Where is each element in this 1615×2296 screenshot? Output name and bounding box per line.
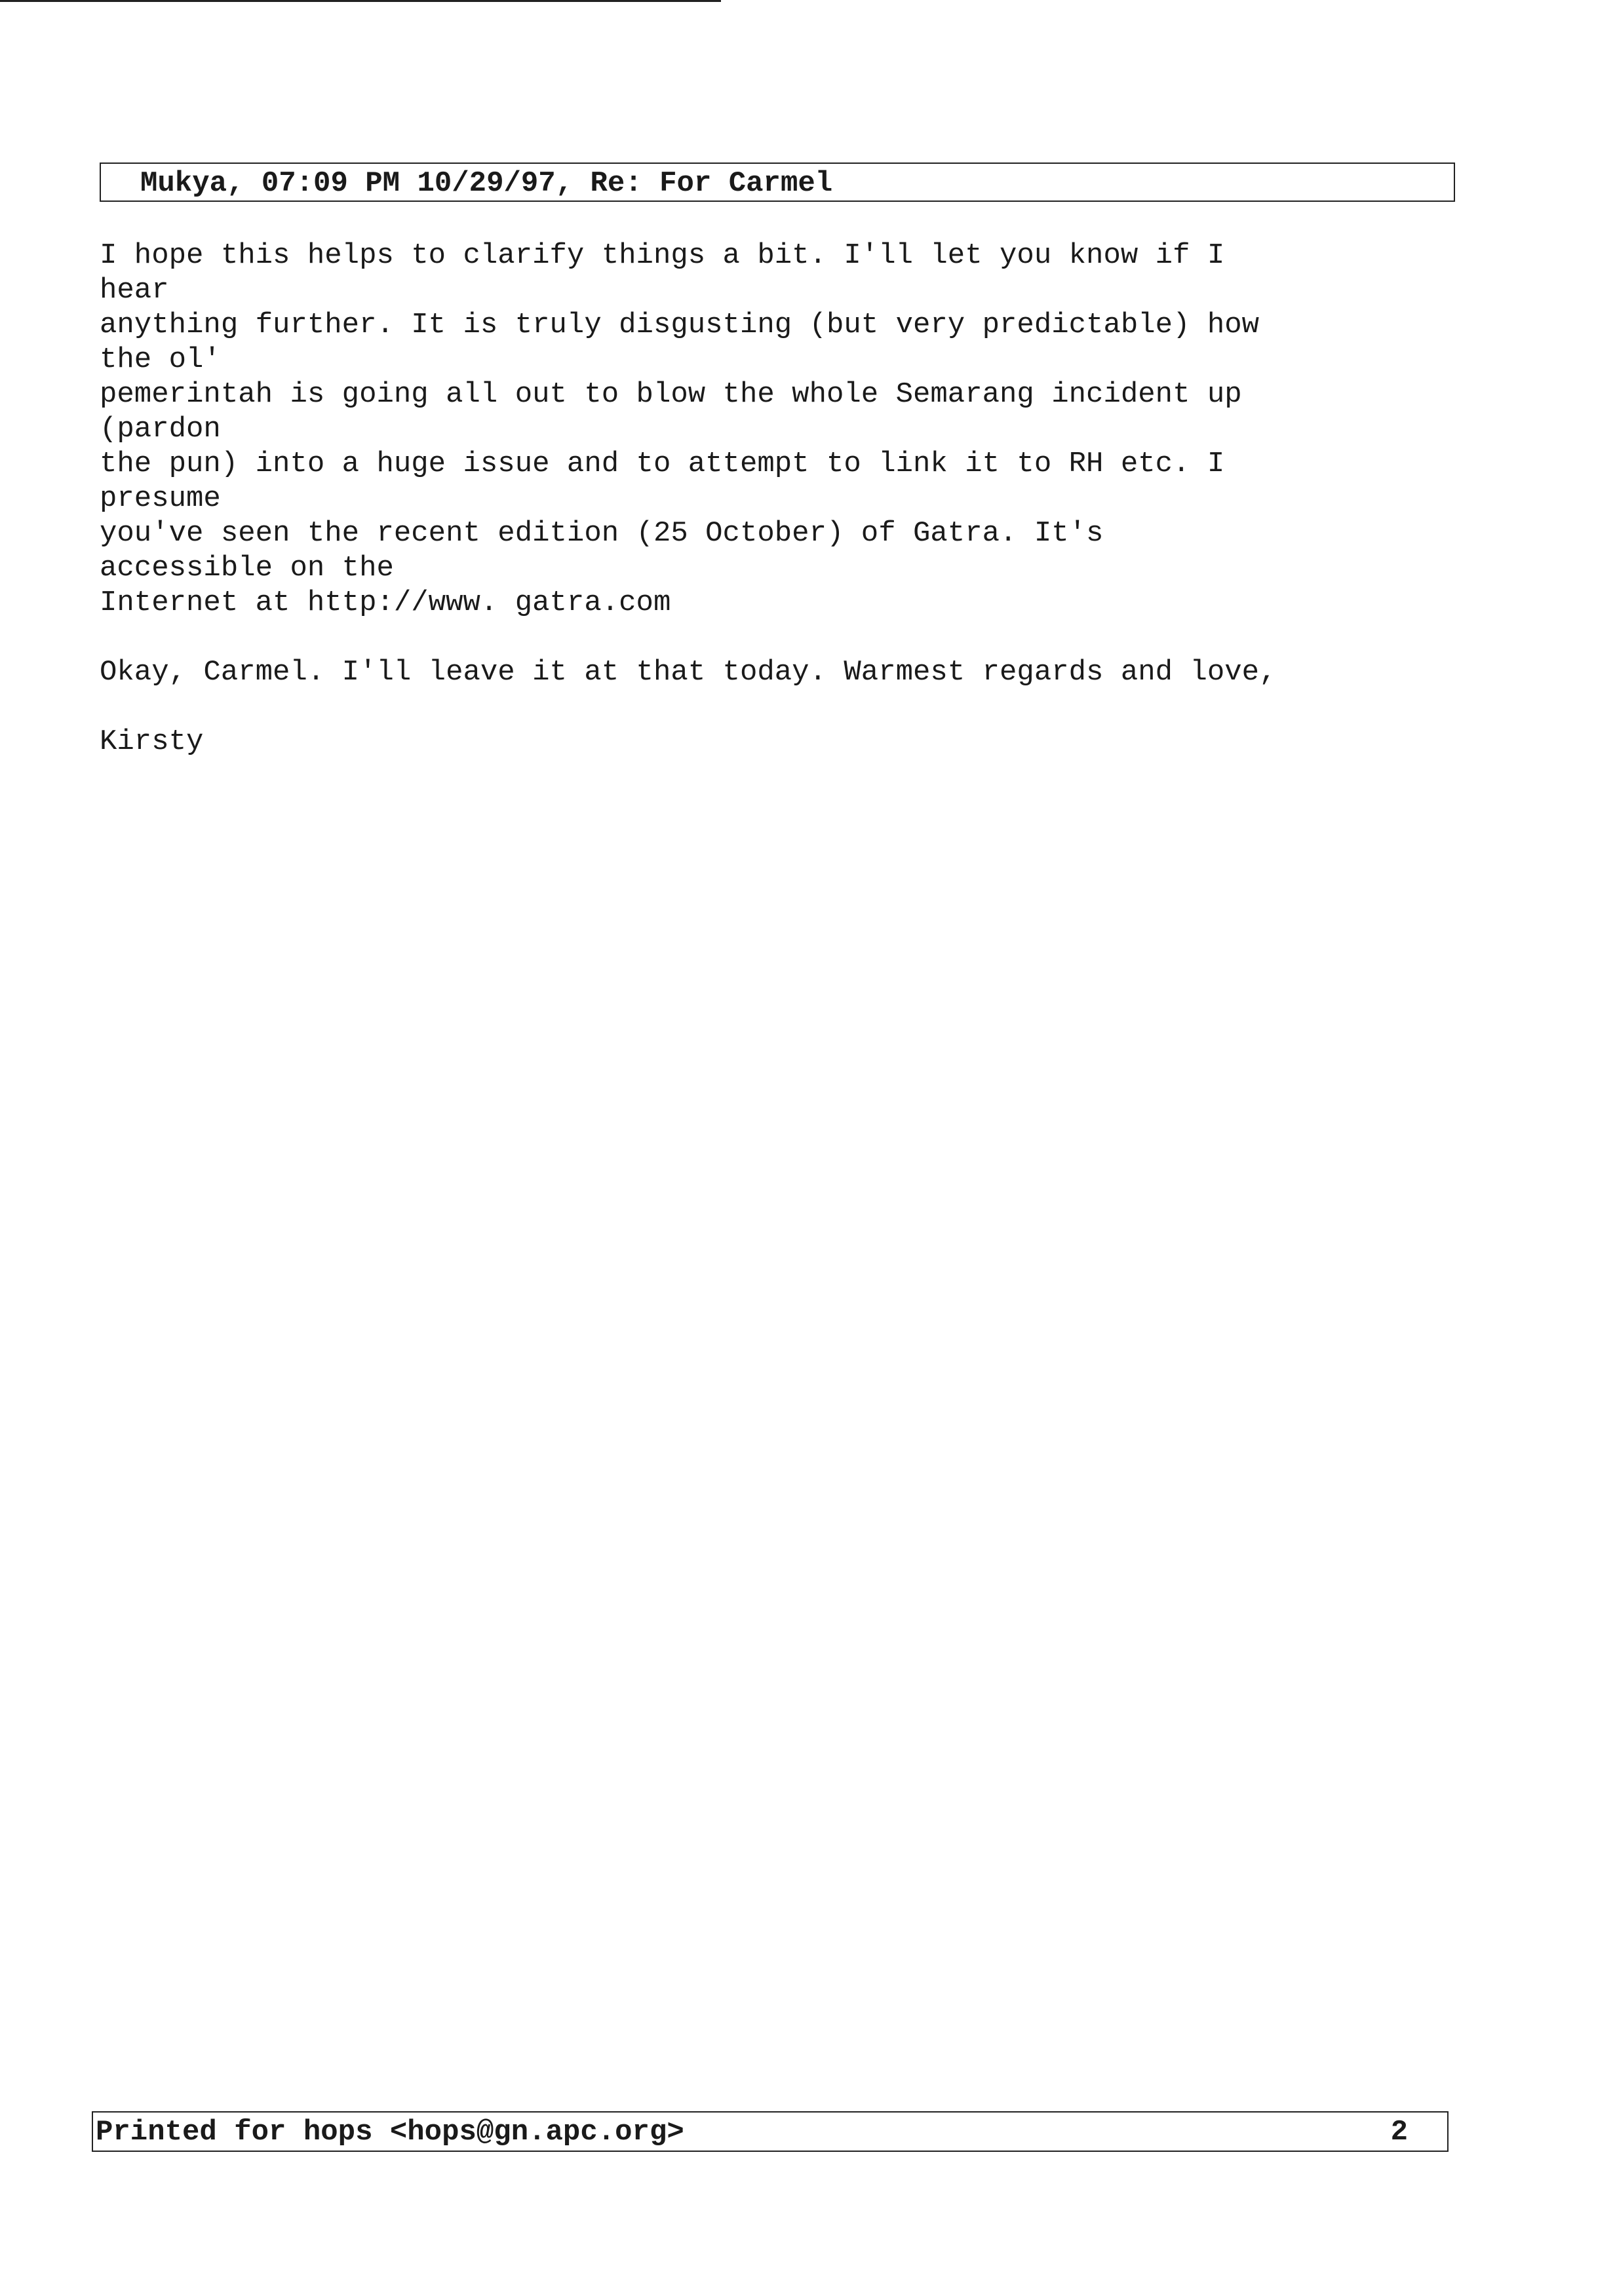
closing-line: Okay, Carmel. I'll leave it at that today. Warmest regards and love, bbox=[100, 656, 1277, 689]
print-footer bbox=[92, 2111, 1449, 2152]
body-line: Internet at http://www. gatra.com bbox=[100, 586, 671, 619]
signature: Kirsty bbox=[100, 725, 204, 758]
body-line: presume bbox=[100, 482, 221, 515]
message-header bbox=[100, 163, 1455, 202]
body-line: hear bbox=[100, 274, 169, 307]
message-body bbox=[100, 239, 1489, 759]
body-line: you've seen the recent edition (25 October) of Gatra. It's bbox=[100, 517, 1104, 550]
body-line: (pardon bbox=[100, 413, 221, 446]
paragraph-gap bbox=[100, 690, 1489, 725]
body-line: anything further. It is truly disgusting (but very predictable) how bbox=[100, 309, 1260, 341]
top-rule bbox=[0, 0, 721, 2]
body-line: accessible on the bbox=[100, 552, 394, 584]
body-line: pemerintah is going all out to blow the whole Semarang incident up bbox=[100, 378, 1242, 411]
body-line: the pun) into a huge issue and to attempt to link it to RH etc. I bbox=[100, 448, 1225, 480]
paragraph-gap bbox=[100, 621, 1489, 655]
page-number: 2 bbox=[1390, 2116, 1408, 2149]
body-line: I hope this helps to clarify things a bit. I'll let you know if I bbox=[100, 239, 1225, 272]
message-header-title: Mukya, 07:09 PM 10/29/97, Re: For Carmel bbox=[140, 167, 833, 200]
printed-for-label: Printed for hops <hops@gn.apc.org> bbox=[96, 2116, 684, 2149]
body-line: the ol' bbox=[100, 343, 221, 376]
